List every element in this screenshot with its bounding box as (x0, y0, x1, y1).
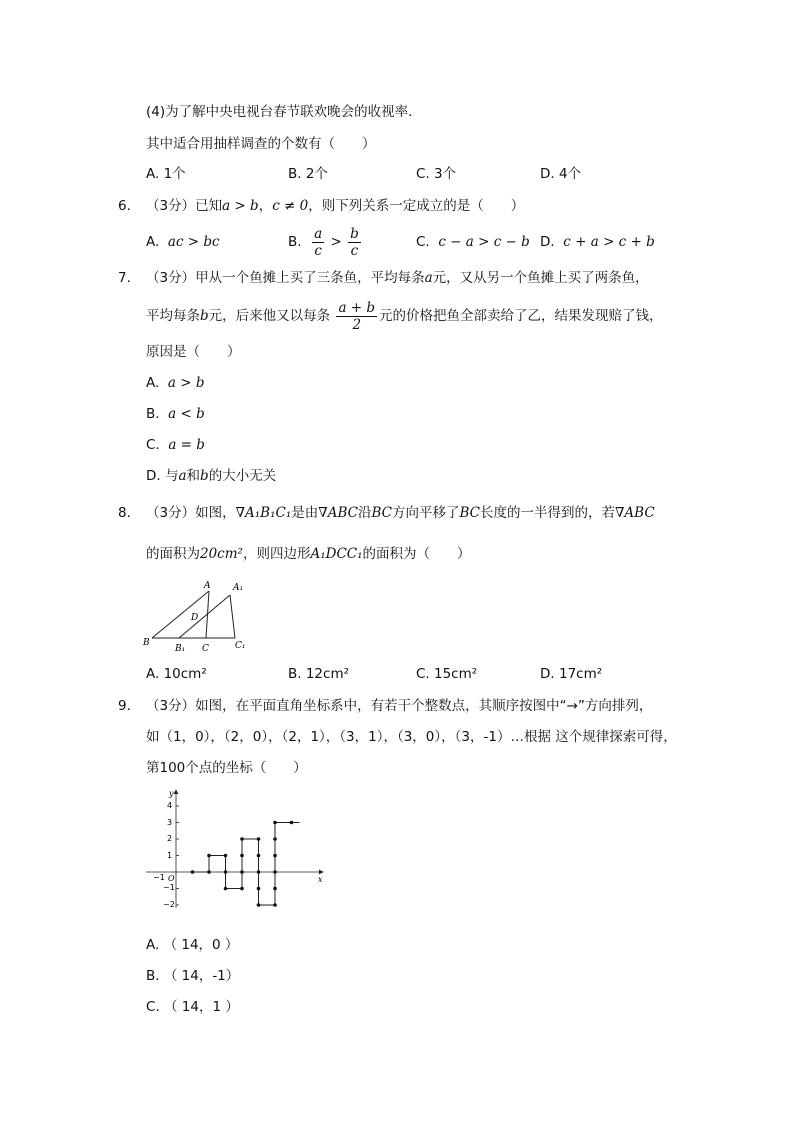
q7-option-b: B. a < b (146, 406, 205, 422)
lattice-point-12 (257, 854, 261, 858)
translation-triangle-figure (140, 578, 260, 654)
label-C1: C₁ (235, 641, 246, 651)
q7-line-2: 平均每条b元，后来他又以每条 $\frac{a + b}{2}$ 元的价格把鱼全部卖给了乙，结果发现赔了钱， (146, 299, 663, 333)
q8-option-b: B. 12cm² (288, 666, 350, 682)
q7-option-a: A. a > b (146, 375, 205, 391)
lattice-point-15 (257, 903, 261, 907)
lattice-point-8 (240, 870, 244, 874)
q9-line-1: （3分）如图，在平面直角坐标系中，有若干个整数点，其顺序按图中“→”方向排列， (146, 698, 653, 714)
q8-line-1: （3分）如图，∇A₁B₁C₁是由∇ABC沿BC方向平移了BC长度的一半得到的，若∇ABC (146, 505, 655, 521)
lattice-path-graph (140, 786, 330, 916)
q6-option-d: D. c + a > c + b (540, 234, 655, 250)
q9-line-2: 如（1，0），（2，0），（2，1），（3，1），（3，0），（3，-1）…根据 这个规律探索可得， (146, 729, 677, 745)
q5-item-4: (4)为了解中央电视台春节联欢晚会的收视率． (146, 104, 422, 120)
q7-fraction: $\frac{a + b}{2}$ (338, 299, 376, 333)
q8-number: 8. (118, 505, 131, 521)
q9-option-b: B. （ 14，-1） (146, 968, 240, 984)
edge-B1A1 (179, 595, 230, 638)
q5-option-a: A. 1个 (146, 166, 186, 182)
label-B: B (143, 638, 150, 648)
edge-A1C1 (230, 595, 235, 638)
x-tick-neg1: −1 (153, 873, 165, 882)
lattice-point-17 (273, 887, 277, 891)
q9-line-3: 第100个点的坐标（ ） (146, 760, 307, 776)
q5-option-b: B. 2个 (288, 166, 328, 182)
q9-option-a: A. （ 14，0 ） (146, 937, 239, 953)
label-D: D (191, 613, 199, 623)
lattice-point-9 (240, 854, 244, 858)
lattice-point-22 (290, 821, 294, 825)
label-A1: A₁ (233, 583, 244, 593)
y-tick-marks (176, 806, 179, 905)
lattice-point-20 (273, 837, 277, 841)
label-C: C (202, 644, 209, 654)
q9-number: 9. (118, 698, 131, 714)
x-axis-label: x (318, 875, 323, 884)
lattice-point-3 (207, 854, 211, 858)
q8-option-c: C. 15cm² (416, 666, 478, 682)
lattice-point-6 (224, 887, 228, 891)
lattice-point-5 (224, 870, 228, 874)
lattice-point-16 (273, 903, 277, 907)
y-tick-4: 4 (167, 801, 173, 810)
q9-option-c: C. （ 14，1 ） (146, 999, 239, 1015)
q5-option-c: C. 3个 (416, 166, 457, 182)
y-axis-label: y (169, 789, 174, 798)
y-tick-2: 2 (167, 834, 173, 843)
q6-option-c: C. c − a > c − b (416, 234, 530, 250)
q5-option-d: D. 4个 (540, 166, 582, 182)
lattice-point-1 (191, 870, 195, 874)
q7-option-c: C. a = b (146, 437, 205, 453)
q7-number: 7. (118, 270, 131, 286)
label-B1: B₁ (175, 644, 186, 654)
q8-option-a: A. 10cm² (146, 666, 207, 682)
lattice-point-4 (224, 854, 228, 858)
q6-option-a: A. ac > bc (146, 234, 220, 250)
lattice-point-14 (257, 887, 261, 891)
y-tick-neg2: −2 (163, 900, 175, 909)
q6-option-b: B. $\frac{a}{c}$ > $\frac{b}{c}$ (288, 225, 359, 259)
label-A: A (204, 581, 211, 591)
lattice-path-line (193, 823, 300, 906)
lattice-point-2 (207, 870, 211, 874)
q8-option-d: D. 17cm² (540, 666, 603, 682)
y-tick-neg1: −1 (163, 883, 175, 892)
lattice-point-10 (240, 837, 244, 841)
lattice-point-18 (273, 870, 277, 874)
q8-line-2: 的面积为20cm²，则四边形A₁DCC₁的面积为（ ） (146, 546, 471, 562)
lattice-point-11 (257, 837, 261, 841)
y-tick-1: 1 (167, 851, 173, 860)
lattice-point-13 (257, 870, 261, 874)
q7-option-d: D. 与a和b的大小无关 (146, 468, 277, 484)
q7-line-3: 原因是（ ） (146, 344, 241, 360)
q5-stem: 其中适合用抽样调查的个数有（ ） (146, 136, 376, 152)
origin-label: O (168, 874, 175, 883)
lattice-point-19 (273, 854, 277, 858)
lattice-point-21 (273, 821, 277, 825)
q6-number: 6. (118, 198, 131, 214)
lattice-point-7 (240, 887, 244, 891)
edge-BA (152, 591, 209, 638)
q6-stem: （3分）已知a > b，c ≠ 0，则下列关系一定成立的是（ ） (146, 198, 525, 214)
y-tick-3: 3 (167, 818, 173, 827)
q7-line-1: （3分）甲从一个鱼摊上买了三条鱼，平均每条a元，又从另一个鱼摊上买了两条鱼， (146, 270, 649, 286)
